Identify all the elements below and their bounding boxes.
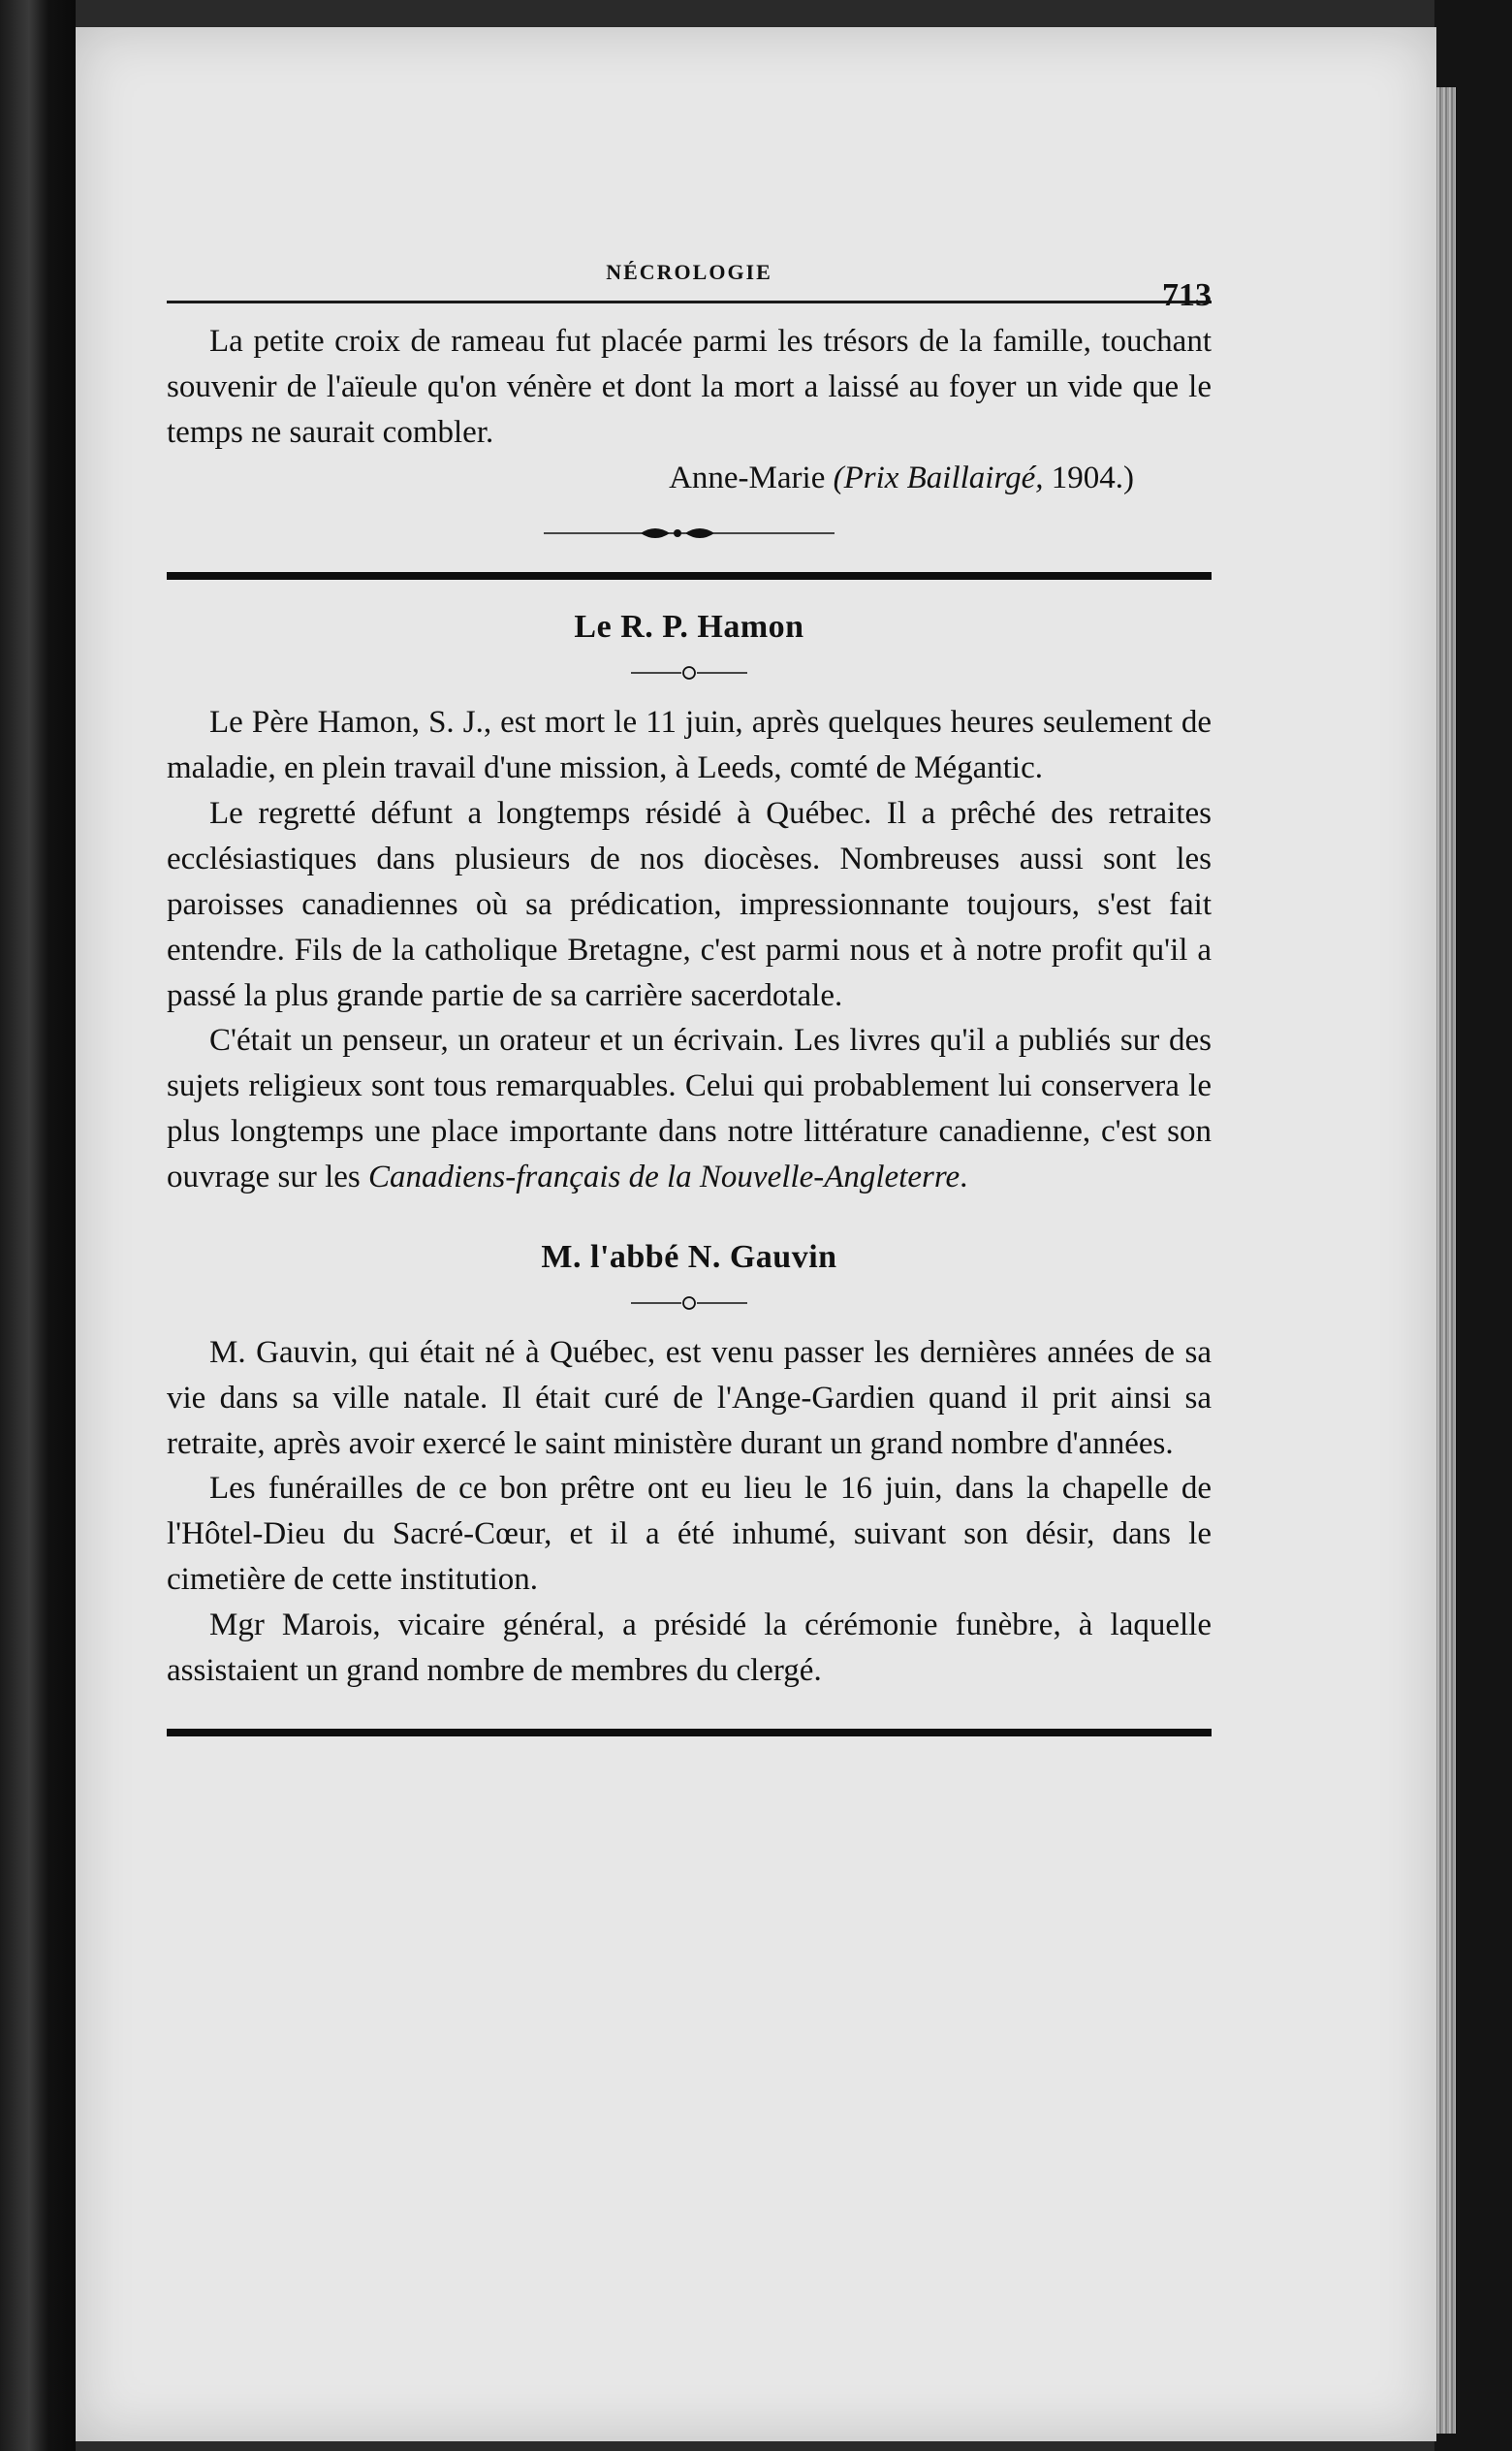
hamon-paragraph-1: Le Père Hamon, S. J., est mort le 11 juin, après quelques heures seulement de maladie, en plein travail d'une mission, à Leeds, comté de Mégantic. xyxy=(167,705,1212,786)
running-title: NÉCROLOGIE xyxy=(606,260,772,284)
heading-gauvin: M. l'abbé N. Gauvin xyxy=(541,1238,837,1275)
circle-dash-divider-icon xyxy=(621,1293,757,1313)
signature xyxy=(167,456,1212,501)
running-head xyxy=(167,250,1212,313)
page-stack-edge xyxy=(1436,87,1456,2434)
signature-year: 1904.) xyxy=(1051,460,1134,495)
hamon-paragraph-3 xyxy=(167,1018,1212,1199)
signature-name: Anne-Marie xyxy=(669,460,826,495)
scan-left-edge xyxy=(0,0,76,2451)
heading-hamon: Le R. P. Hamon xyxy=(574,609,804,646)
hamon-p3-end: . xyxy=(960,1160,968,1195)
section-rule xyxy=(167,572,1212,580)
page-content xyxy=(167,250,1212,1736)
hamon-paragraph-2: Le regretté défunt a longtemps résidé à Québec. Il a prêché des retraites ecclésiastiques dans plusieurs de nos diocèses. Nombreuses aussi sont les paroisses canadiennes où sa prédication, impressionnante toujours, s'est fait entendre. Fils de la catholique Bretagne, c'est parmi nous et à notre profit qu'il a passé la plus grande partie de sa carrière sacerdotale. xyxy=(167,796,1212,1013)
signature-prize: (Prix Baillairgé, xyxy=(833,460,1044,495)
fleuron-divider-icon xyxy=(544,522,835,545)
gauvin-paragraph-3: Mgr Marois, vicaire général, a présidé la cérémonie funèbre, à laquelle assistaient un grand nombre de membres du clergé. xyxy=(167,1607,1212,1688)
bottom-rule xyxy=(167,1729,1212,1736)
hamon-p3-start: C'était un penseur, un orateur et un écrivain. Les livres qu'il a publiés sur des sujets religieux sont tous remarquables. Celui qui probablement lui conservera le plus longtemps une place importante dans notre littérature canadienne, c'est son ouvrage sur les xyxy=(167,1023,1212,1195)
gauvin-paragraph-1: M. Gauvin, qui était né à Québec, est venu passer les dernières années de sa vie dans sa ville natale. Il était curé de l'Ange-Gardien quand il prit ainsi sa retraite, après avoir exercé le saint ministère durant un grand nombre d'années. xyxy=(167,1334,1212,1461)
book-title: Canadiens-français de la Nouvelle-Angleterre xyxy=(368,1160,961,1195)
intro-paragraph: La petite croix de rameau fut placée parmi les trésors de la famille, touchant souvenir de l'aïeule qu'on vénère et dont la mort a laissé au foyer un vide que le temps ne saurait combler. xyxy=(167,324,1212,450)
circle-dash-divider-icon xyxy=(621,663,757,683)
gauvin-paragraph-2: Les funérailles de ce bon prêtre ont eu lieu le 16 juin, dans la chapelle de l'Hôtel-Dieu du Sacré-Cœur, et il a été inhumé, suivant son désir, dans le cimetière de cette institution. xyxy=(167,1471,1212,1598)
page-number: 713 xyxy=(1162,277,1212,313)
